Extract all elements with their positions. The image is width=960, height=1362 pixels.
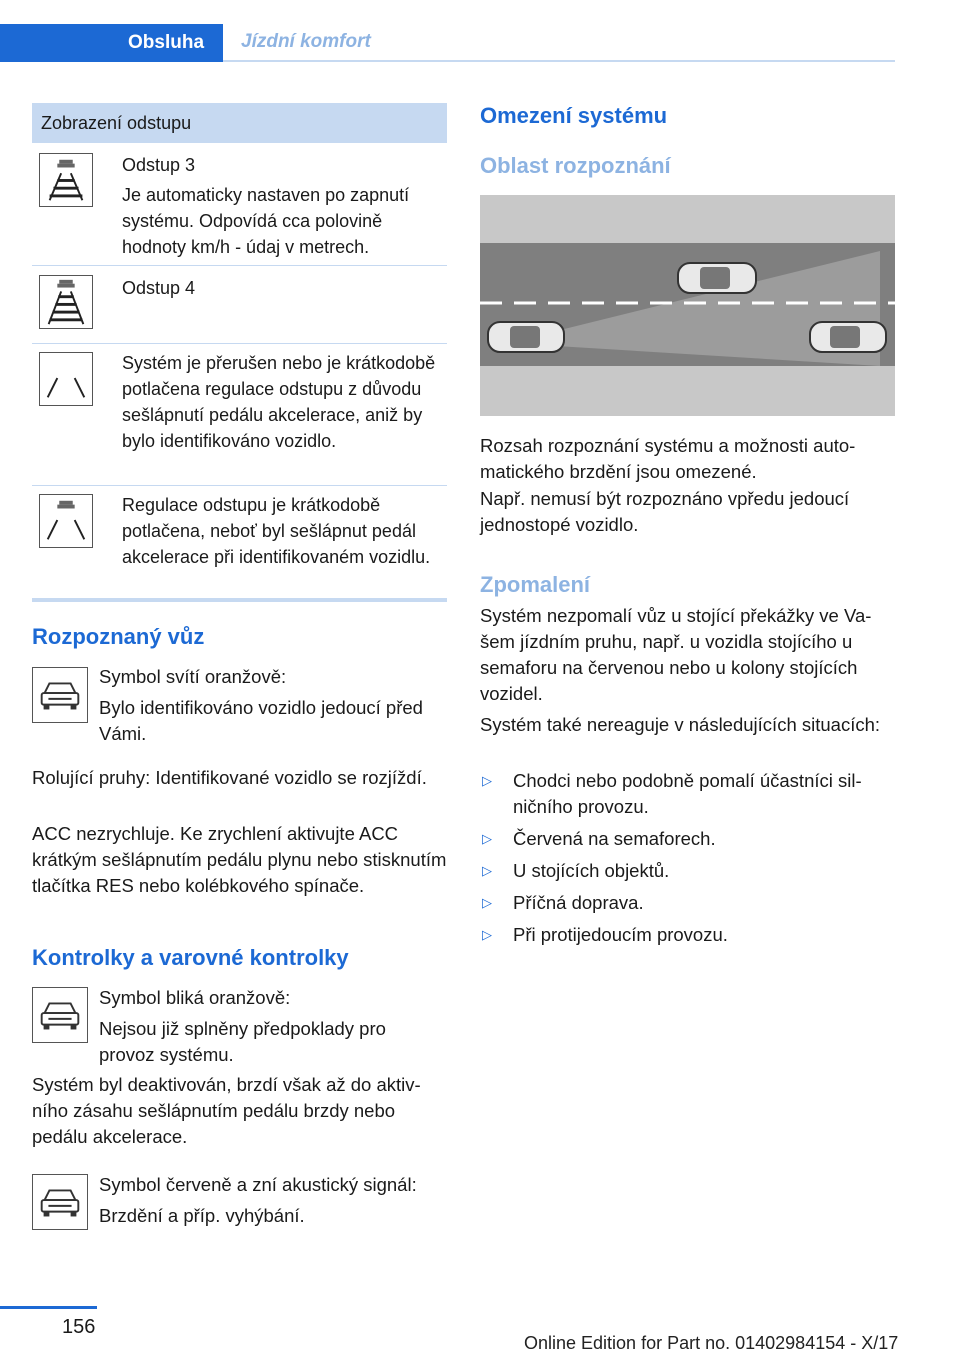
slowdown-heading: Zpomalení — [480, 572, 591, 597]
row-text — [122, 143, 447, 260]
footer-rule — [0, 1306, 97, 1309]
paragraph: Rozsah rozpoznání systému a možnosti automatického brzdění jsou omezené. — [480, 435, 856, 482]
road-no-vehicle-icon — [39, 352, 93, 406]
bullet-marker-icon: ▷ — [482, 831, 492, 846]
list-item-text: Příčná doprava. — [513, 892, 644, 913]
table-end-rule — [32, 598, 447, 602]
bullet-marker-icon: ▷ — [482, 773, 492, 788]
tab-jizdni-komfort[interactable] — [223, 24, 895, 62]
paragraph: Rolující pruhy: Identifikované vozidlo se rozjíždí. — [32, 767, 427, 788]
bullet-marker-icon: ▷ — [482, 927, 492, 942]
situations-list — [480, 768, 895, 954]
list-item-text: Chodci nebo podobně pomalí účastníci silničního provozu. — [513, 770, 862, 817]
row-text — [122, 486, 447, 570]
bullet-marker-icon: ▷ — [482, 895, 492, 910]
list-item — [480, 826, 895, 852]
row-title: Odstup 3 — [122, 155, 196, 175]
row-description: Systém je přerušen nebo je krátkodobě potlačena regulace odstupu z důvodu sešlápnutí pedálu akcelerace, aniž by bylo identifikováno vozidlo. — [122, 353, 436, 451]
symbol-text-2: Brzdění a příp. vyhýbání. — [99, 1205, 305, 1226]
table-row — [32, 486, 447, 601]
symbol-text-2: Nejsou již splněny předpoklady pro provoz systému. — [99, 1018, 386, 1065]
bullet-marker-icon: ▷ — [482, 863, 492, 878]
table-header: Zobrazení odstupu — [32, 103, 447, 143]
edition-note: Online Edition for Part no. 01402984154 - X/17 — [524, 1333, 899, 1353]
paragraph: Systém byl deaktivován, brzdí však až do aktivního zásahu sešlápnutím pedálu brzdy nebo pedálu akcelerace. — [32, 1074, 421, 1147]
row-text — [122, 266, 447, 301]
list-item — [480, 858, 895, 884]
symbol-text-1: Symbol svítí oranžově: — [99, 666, 287, 687]
page-number: 156 — [62, 1316, 96, 1338]
system-limits-heading: Omezení systému — [480, 103, 668, 128]
row-description: Je automaticky nastaven po zapnutí systému. Odpovídá cca polovině hodnoty km/h - údaj v metrech. — [122, 185, 410, 257]
list-item — [480, 922, 895, 948]
symbol-text-1: Symbol bliká oranžově: — [99, 987, 291, 1008]
row-description: Regulace odstupu je krátkodobě potlačena, neboť byl sešlápnut pedál akcelerace při identifikovaném vozidlu. — [122, 495, 431, 567]
distance-table — [32, 103, 447, 601]
paragraph: Např. nemusí být rozpoznáno vpředu jedoucí jednostopé vozidlo. — [480, 488, 850, 535]
distance-3-icon — [39, 153, 93, 207]
header-tabs — [0, 24, 895, 62]
table-row — [32, 266, 447, 344]
list-item — [480, 768, 895, 820]
car-icon — [488, 322, 564, 352]
list-item-text: Při protijedoucím provozu. — [513, 924, 728, 945]
row-title: Odstup 4 — [122, 278, 196, 298]
paragraph: Systém také nereaguje v následujících situacích: — [480, 714, 881, 735]
row-text — [122, 344, 447, 454]
car-icon — [678, 263, 756, 293]
detected-vehicle-heading: Rozpoznaný vůz — [32, 624, 205, 649]
symbol-text-1: Symbol červeně a zní akustický signál: — [99, 1174, 417, 1195]
road-with-vehicle-icon — [39, 494, 93, 548]
vehicle-warning-icon — [32, 987, 88, 1043]
detection-area-heading: Oblast rozpoznání — [480, 153, 671, 178]
tab-obsluha-label: Obsluha — [128, 32, 205, 53]
paragraph: ACC nezrychluje. Ke zrychlení aktivujte ACC krátkým sešlápnutím pedálu plynu nebo stisknutím tlačítka RES nebo kolébkového spínače. — [32, 823, 447, 896]
car-icon — [810, 322, 886, 352]
symbol-text-2: Bylo identifikováno vozidlo jedoucí před Vámi. — [99, 697, 423, 744]
table-row — [32, 344, 447, 486]
tab-obsluha[interactable] — [0, 24, 223, 62]
warning-lights-heading: Kontrolky a varovné kontrolky — [32, 945, 349, 970]
list-item — [480, 890, 895, 916]
paragraph: Systém nezpomalí vůz u stojící překážky ve Vašem jízdním pruhu, např. u vozidla stojícího u semaforu na červenou nebo u kolony stojících vozidel. — [480, 605, 872, 704]
distance-4-icon — [39, 275, 93, 329]
vehicle-detected-icon — [32, 667, 88, 723]
vehicle-red-warning-icon — [32, 1174, 88, 1230]
list-item-text: Červená na semaforech. — [513, 828, 716, 849]
detection-range-illustration — [480, 195, 895, 416]
table-row — [32, 143, 447, 266]
list-item-text: U stojících objektů. — [513, 860, 670, 881]
tab-jizdni-komfort-label: Jízdní komfort — [241, 31, 371, 52]
